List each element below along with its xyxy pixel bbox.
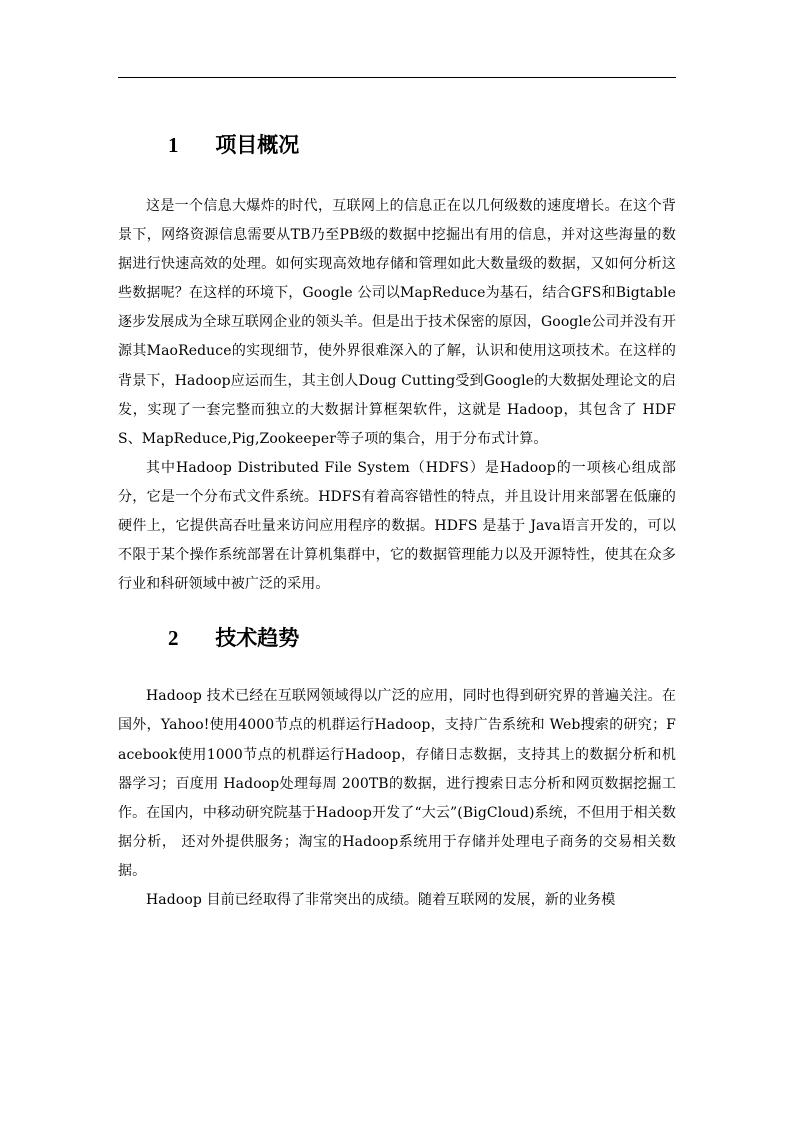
section-title-text: 项目概况 — [215, 133, 300, 157]
section-number: 1 — [168, 133, 179, 157]
header-rule — [118, 77, 676, 78]
section-title-text: 技术趋势 — [215, 626, 300, 651]
section-body-2 — [118, 682, 676, 915]
paragraph: Hadoop 技术已经在互联网领域得以广泛的应用，同时也得到研究界的普遍关注。在国外，Yahoo!使用4000节点的机群运行Hadoop，支持广告系统和 Web搜索的研究；Facebook使用1000节点的机群运行Hadoop，存储日志数据，支持其上的数据分析和机器学习；百度用 Hadoop处理每周 200TB的数据，进行搜索日志分析和网页数据挖掘工作。在国内，中移动研究院基于Hadoop开发了“大云”(BigCloud)系统，不但用于相关数据分析， 还对外提供服务；淘宝的Hadoop系统用于存储并处理电子商务的交易相关数据。 — [118, 688, 676, 879]
paragraph: 这是一个信息大爆炸的时代，互联网上的信息正在以几何级数的速度增长。在这个背景下，网络资源信息需要从TB乃至PB级的数据中挖掘出有用的信息，并对这些海量的数据进行快速高效的处理。如何实现高效地存储和管理如此大数量级的数据，又如何分析这些数据呢？在这样的环境下，Google 公司以MapReduce为基石，结合GFS和Bigtable逐步发展成为全球互联网企业的领头羊。但是出于技术保密的原因，Google公司并没有开源其MaoReduce的实现细节，使外界很难深入的了解，认识和使用这项技术。在这样的背景下，Hadoop应运而生，其主创人Doug Cutting受到Google的大数据处理论文的启发，实现了一套完整而独立的大数据计算框架软件，这就是 Hadoop，其包含了 HDFS、MapReduce,Pig,Zookeeper等子项的集合，用于分布式计算。 — [118, 198, 676, 447]
section-heading-2 — [118, 611, 676, 665]
section-body-1 — [118, 192, 676, 599]
paragraph: Hadoop 目前已经取得了非常突出的成绩。随着互联网的发展，新的业务模 — [146, 891, 616, 908]
section-number: 2 — [168, 626, 179, 651]
page-content — [118, 118, 676, 915]
paragraph: 其中Hadoop Distributed File System（HDFS）是Hadoop的一项核心组成部分，它是一个分布式文件系统。HDFS有着高容错性的特点，并且设计用来部署在低廉的硬件上，它提供高吞吐量来访问应用程序的数据。HDFS 是基于 Java语言开发的，可以不限于某个操作系统部署在计算机集群中，它的数据管理能力以及开源特性，使其在众多行业和科研领域中被广泛的采用。 — [118, 459, 676, 593]
section-heading-1 — [118, 118, 676, 172]
